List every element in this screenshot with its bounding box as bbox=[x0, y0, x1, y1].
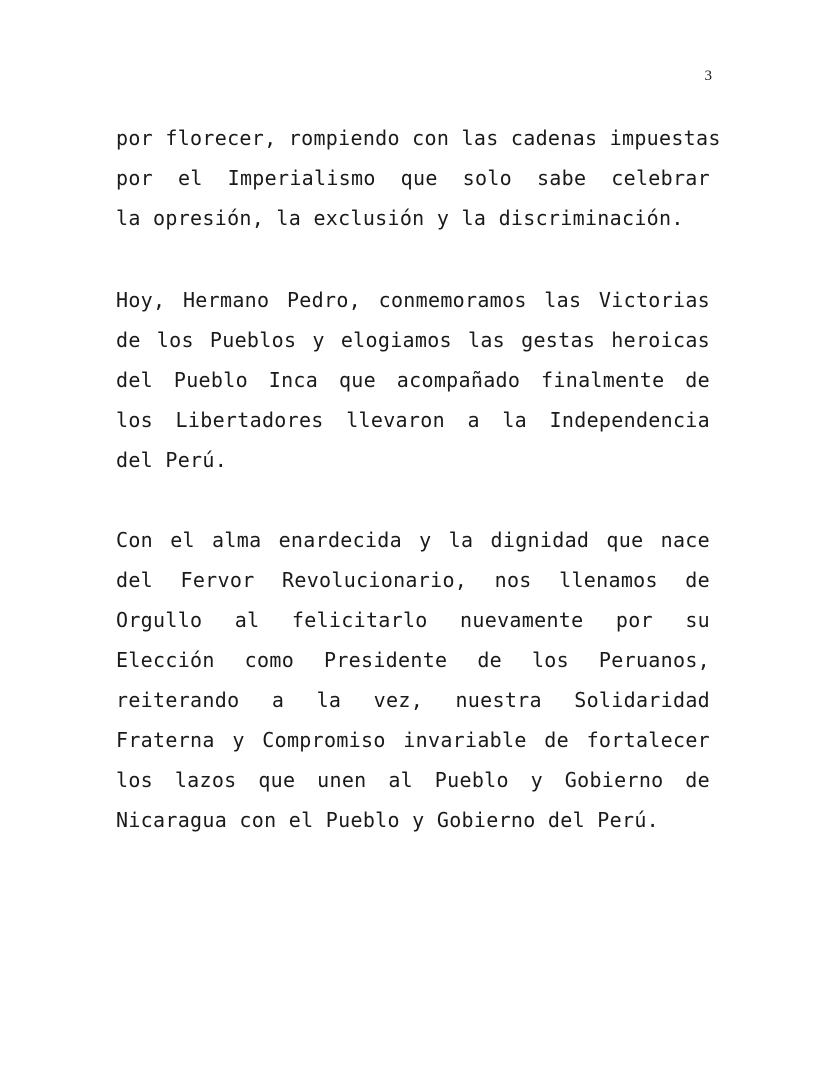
paragraph-line: Fraterna y Compromiso invariable de fortalecer bbox=[116, 728, 710, 752]
paragraph-line: la opresión, la exclusión y la discriminación. bbox=[116, 206, 684, 230]
paragraph-line: los lazos que unen al Pueblo y Gobierno de bbox=[116, 768, 710, 792]
paragraph-line: Hoy, Hermano Pedro, conmemoramos las Victorias bbox=[116, 288, 710, 312]
paragraph-3 bbox=[116, 520, 710, 840]
paragraph-line: Nicaragua con el Pueblo y Gobierno del Perú. bbox=[116, 808, 660, 832]
paragraph-line: por el Imperialismo que solo sabe celebrar bbox=[116, 166, 710, 190]
paragraph-1 bbox=[116, 118, 721, 238]
paragraph-line: reiterando a la vez, nuestra Solidaridad bbox=[116, 688, 710, 712]
page-number: 3 bbox=[704, 68, 712, 84]
paragraph-line: los Libertadores llevaron a la Independencia bbox=[116, 408, 710, 432]
paragraph-line: Elección como Presidente de los Peruanos, bbox=[116, 648, 710, 672]
paragraph-2 bbox=[116, 280, 710, 480]
paragraph-line: del Perú. bbox=[116, 448, 228, 472]
paragraph-line: Con el alma enardecida y la dignidad que nace bbox=[116, 528, 710, 552]
paragraph-line: Orgullo al felicitarlo nuevamente por su bbox=[116, 608, 710, 632]
paragraph-line: por florecer, rompiendo con las cadenas impuestas bbox=[116, 126, 721, 150]
paragraph-line: del Fervor Revolucionario, nos llenamos de bbox=[116, 568, 710, 592]
paragraph-line: del Pueblo Inca que acompañado finalmente de bbox=[116, 368, 710, 392]
paragraph-line: de los Pueblos y elogiamos las gestas heroicas bbox=[116, 328, 710, 352]
